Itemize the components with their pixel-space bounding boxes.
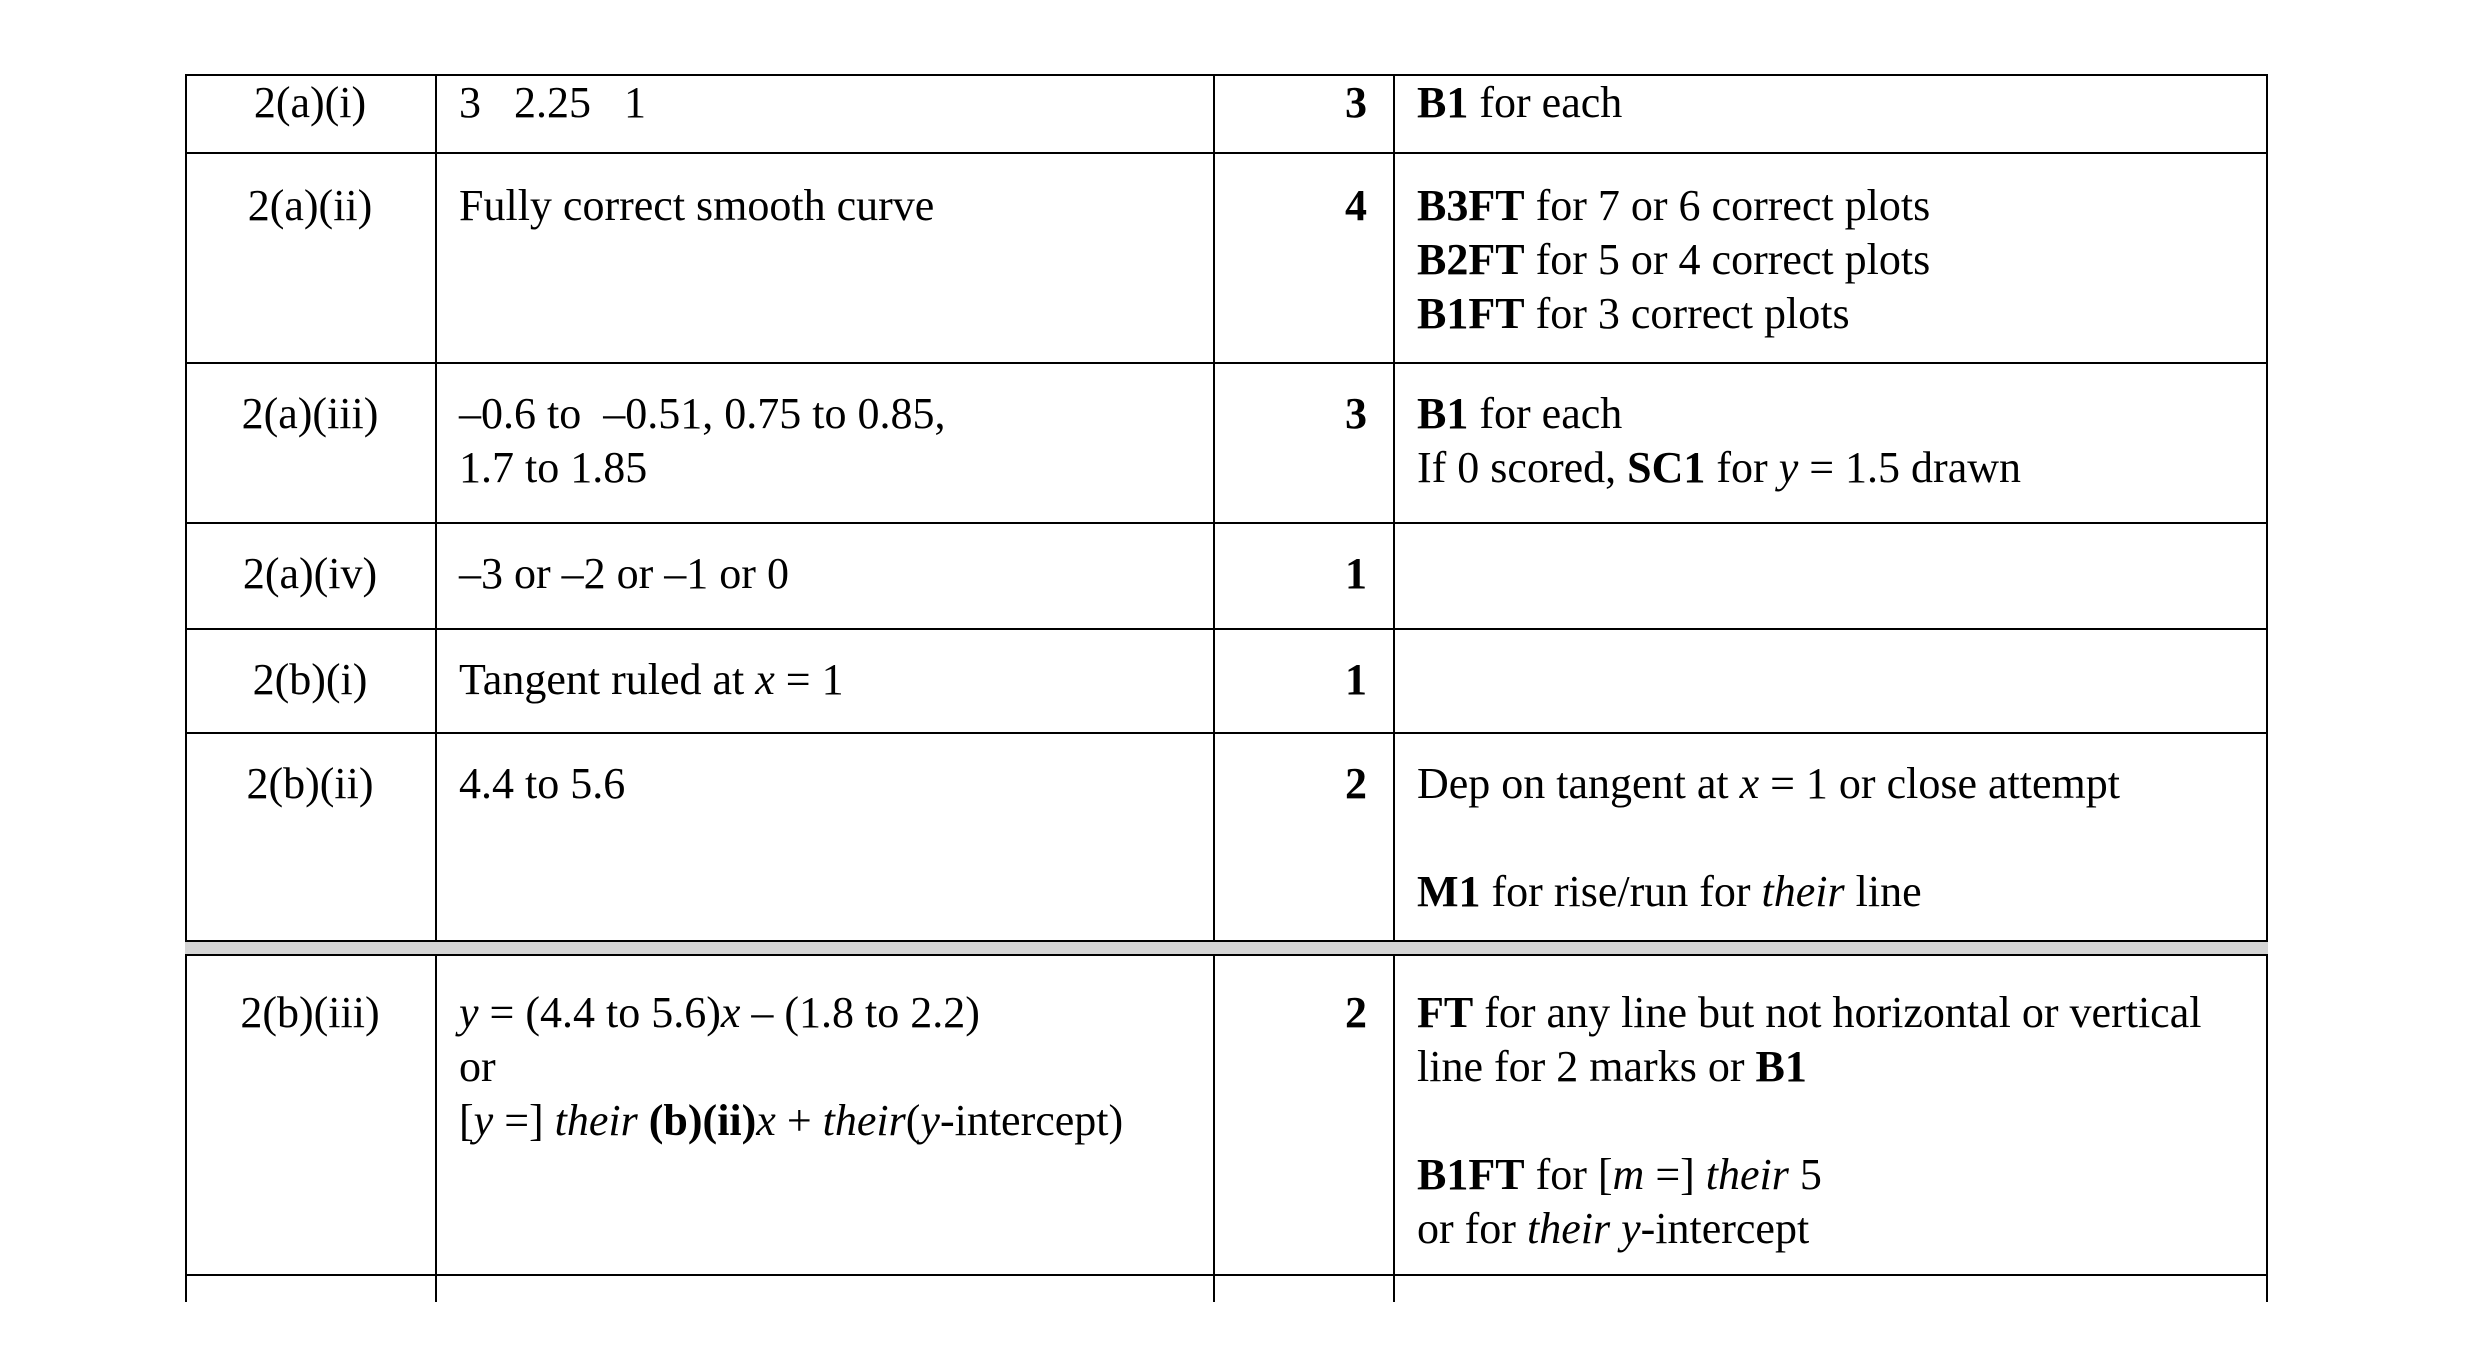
answer-line: Fully correct smooth curve [459, 181, 935, 230]
marks: 1 [1345, 549, 1367, 598]
answer-line: –3 or –2 or –1 or 0 [459, 549, 789, 598]
answer-line: –0.6 to –0.51, 0.75 to 0.85, [459, 389, 946, 438]
marks: 3 [1345, 389, 1367, 438]
guidance-line: M1 for rise/run for their line [1417, 867, 1922, 916]
guidance [1393, 524, 2268, 547]
table-row [185, 362, 2268, 522]
guidance [1393, 76, 2268, 130]
page-break-band [185, 940, 2268, 956]
guidance [1393, 154, 2268, 341]
guidance [1393, 734, 2268, 919]
answer [435, 956, 1213, 1148]
marks: 2 [1345, 988, 1367, 1037]
marks: 3 [1345, 78, 1367, 127]
question-number: 2(b)(iii) [240, 988, 380, 1037]
guidance-line: B3FT for 7 or 6 correct plots [1417, 181, 1931, 230]
guidance-line [1417, 1094, 2268, 1148]
guidance-line: B2FT for 5 or 4 correct plots [1417, 235, 1931, 284]
marks: 2 [1345, 759, 1367, 808]
guidance-line: B1 for each [1417, 78, 1623, 127]
answer-line: Tangent ruled at x = 1 [459, 655, 844, 704]
answer [435, 76, 1213, 130]
table-row [185, 152, 2268, 362]
guidance-line [1417, 811, 2268, 865]
guidance [1393, 630, 2268, 653]
table-row [185, 74, 2268, 152]
question-number: 2(a)(ii) [247, 181, 373, 230]
table-bottom-rule [185, 1274, 2268, 1276]
question-number: 2(a)(iii) [241, 389, 379, 438]
guidance [1393, 364, 2268, 495]
guidance-line: B1 for each [1417, 389, 1623, 438]
answer-line: y = (4.4 to 5.6)x – (1.8 to 2.2) [459, 988, 980, 1037]
table-row [185, 732, 2268, 940]
answer [435, 524, 1213, 601]
answer [435, 734, 1213, 811]
question-number: 2(a)(i) [253, 78, 367, 127]
answer-line: or [459, 1042, 496, 1091]
guidance-line: If 0 scored, SC1 for y = 1.5 drawn [1417, 443, 2022, 492]
question-number: 2(a)(iv) [242, 549, 378, 598]
table-row [185, 954, 2268, 1274]
answer-line: 3 2.25 1 [459, 78, 646, 127]
question-number: 2(b)(ii) [246, 759, 374, 808]
answer [435, 630, 1213, 707]
table-row [185, 628, 2268, 732]
answer [435, 364, 1213, 495]
marks: 4 [1345, 181, 1367, 230]
guidance-line: Dep on tangent at x = 1 or close attempt [1417, 759, 2120, 808]
guidance [1393, 956, 2268, 1256]
answer [435, 154, 1213, 233]
guidance-line: line for 2 marks or B1 [1417, 1042, 1807, 1091]
guidance-line: B1FT for [m =] their 5 [1417, 1150, 1822, 1199]
marks: 1 [1345, 655, 1367, 704]
guidance-line: or for their y-intercept [1417, 1204, 1810, 1253]
answer-line: [y =] their (b)(ii)x + their(y-intercept) [459, 1096, 1124, 1145]
answer-line: 1.7 to 1.85 [459, 443, 648, 492]
answer-line: 4.4 to 5.6 [459, 759, 626, 808]
guidance-line: B1FT for 3 correct plots [1417, 289, 1850, 338]
question-number: 2(b)(i) [252, 655, 368, 704]
table-row [185, 522, 2268, 628]
guidance-line: FT for any line but not horizontal or vertical [1417, 988, 2202, 1037]
